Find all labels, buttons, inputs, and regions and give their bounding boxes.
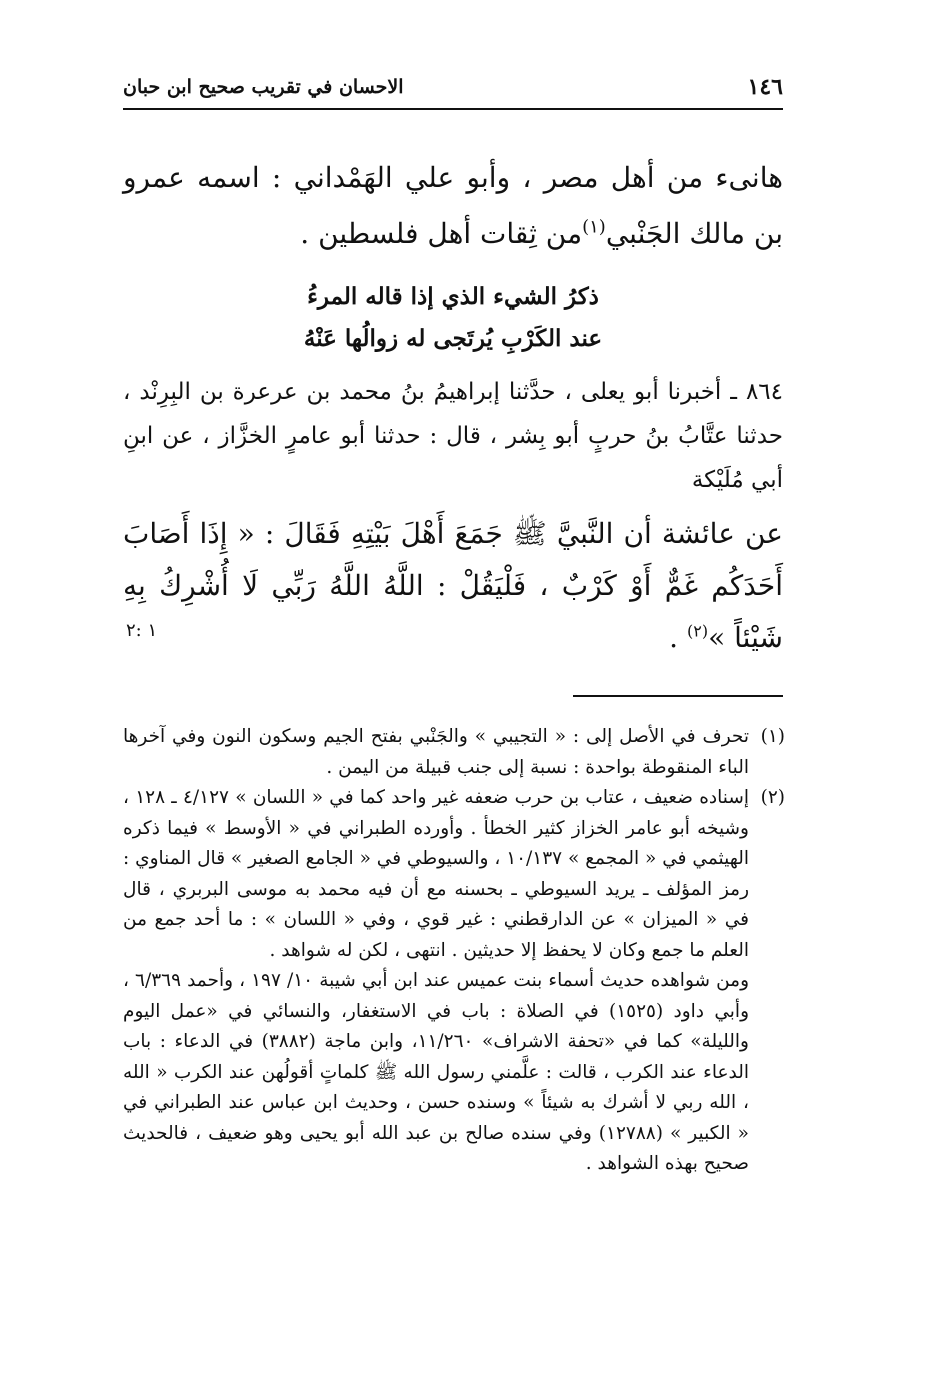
chapter-heading-line-2: عند الكَرْبِ يُرتَجى له زوالُها عَنْهُ — [303, 325, 603, 352]
page-header — [123, 74, 783, 104]
footnote-number: (١) — [760, 726, 785, 747]
footnote-separator — [573, 695, 783, 697]
header-rule — [123, 108, 783, 110]
footnote-2 — [123, 783, 785, 1180]
hadith-body: عن عائشة أن النَّبيَّ ﷺ جَمَعَ أَهْلَ بَيْتِهِ فَقَالَ : « إِذَا أَصَابَ أَحَدَكُم غَمٌّ أَوْ كَرْبٌ ، فَلْيَقُلْ : اللَّهُ اللَّهُ رَبِّي لَا أُشْرِكُ بِهِ شَيْئاً » — [123, 517, 783, 654]
intro-text-after: من ثِقات أهل فلسطين . — [300, 217, 583, 250]
chapter-heading — [123, 276, 783, 360]
chapter-heading-line-1: ذكرُ الشيء الذي إذا قاله المرءُ — [307, 283, 599, 310]
hadith-end: . — [669, 621, 687, 654]
footnote-number: (٢) — [760, 787, 785, 808]
footnote-1 — [123, 722, 785, 783]
footnote-text: إسناده ضعيف ، عتاب بن حرب ضعفه غير واحد كما في « اللسان » ٤/١٢٧ ـ ١٢٨ ، وشيخه أبو عامر الخزاز كثير الخطأ . وأورده الطبراني في « الأوسط » فيما ذكره الهيثمي في « المجمع » ١٠/١٣٧ ، والسيوطي في « الجامع الصغير » قال المناوي : رمز المؤلف ـ يريد السيوطي ـ بحسنه مع أن فيه محمد به موسى البربري ، قال في « الميزان » عن الدارقطني : غير قوي ، وفي « اللسان » : ما أحد جمع من العلم ما جمع وكان لا يحفظ إلا حديثين . انتهى ، لكن له شواهد . — [123, 787, 749, 961]
intro-text: هانىء من أهل مصر ، وأبو علي الهَمْداني : اسمه عمرو بن مالك الجَنْبي — [123, 161, 783, 250]
intro-paragraph — [123, 150, 783, 262]
running-title: الاحسان في تقريب صحيح ابن حبان — [123, 76, 404, 98]
page-number: ١٤٦ — [747, 74, 783, 100]
hadith-text — [123, 508, 783, 664]
hadith-chain: ٨٦٤ ـ أخبرنا أبو يعلى ، حدَّثنا إبراهيمُ بنُ محمد بن عرعرة بن البِرِنْد ، حدثنا عتَّابُ بنُ حربٍ أبو بِشر ، قال : حدثنا أبو عامرٍ الخزَّاز ، عن ابنِ أبي مُلَيْكة — [123, 379, 783, 493]
footnote-marker-1: (١) — [582, 216, 606, 238]
footnotes — [123, 722, 785, 1180]
footnote-text-continued: ومن شواهده حديث أسماء بنت عميس عند ابن أبي شيبة ١٠/ ١٩٧ ، وأحمد ٦/٣٦٩ ، وأبي داود (١٥٢٥) في الصلاة : باب في الاستغفار، والنسائي في «عمل اليوم والليلة» كما في «تحفة الاشراف» ١١/٢٦٠، وابن ماجة (٣٨٨٢) في الدعاء : باب الدعاء عند الكرب ، قالت : علَّمني رسول الله ﷺ كلماتٍ أقولُهن عند الكرب « الله ، الله ربي لا أشرك به شيئاً » وسنده حسن ، وحديث ابن عباس عند الطبراني في « الكبير » (١٢٧٨٨) وفي سنده صالح بن عبد الله أبو يحيى وهو ضعيف ، فالحديث صحيح بهذه الشواهد . — [123, 970, 749, 1174]
footnote-marker-2: (٢) — [686, 621, 709, 641]
margin-reference: ١ :٢ — [126, 620, 158, 641]
footnote-text: تحرف في الأصل إلى : « التجيبي » والجَنْبي بفتح الجيم وسكون النون وفي آخرها الباء المنقوطة بواحدة : نسبة إلى جنب قبيلة من اليمن . — [123, 726, 749, 778]
